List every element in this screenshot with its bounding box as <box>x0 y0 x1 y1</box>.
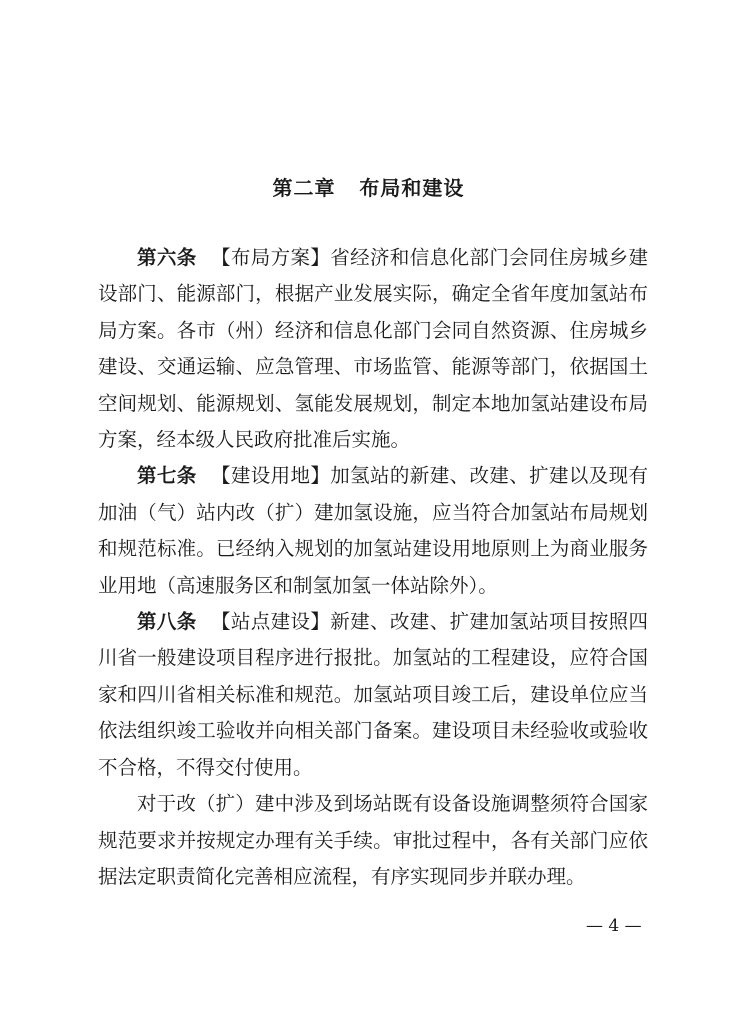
article-text: 新建、改建、扩建加氢站项目按照四川省一般建设项目程序进行报批。加氢站的工程建设，应符合国家和四川省相关标准和规范。加氢站项目竣工后，建设单位应当依法组织竣工验收并向相关部门备案。建设项目未经验收或验收不合格，不得交付使用。 <box>98 610 648 779</box>
chapter-title: 第二章 布局和建设 <box>272 176 465 200</box>
article-six <box>98 240 648 458</box>
article-heading: 【布局方案】 <box>210 246 331 269</box>
article-heading: 【站点建设】 <box>210 610 331 634</box>
article-heading: 【建设用地】 <box>210 464 331 488</box>
article-text: 省经济和信息化部门会同住房城乡建设部门、能源部门，根据产业发展实际，确定全省年度加氢站布局方案。各市（州）经济和信息化部门会同自然资源、住房城乡建设、交通运输、应急管理、市场监管、能源等部门，依据国土空间规划、能源规划、氢能发展规划，制定本地加氢站建设布局方案，经本级人民政府批准后实施。 <box>98 246 648 452</box>
article-eight <box>98 604 648 786</box>
article-number: 第六条 <box>137 246 197 269</box>
body-text <box>98 240 648 895</box>
closing-paragraph: 对于改（扩）建中涉及到场站既有设备设施调整须符合国家规范要求并按规定办理有关手续。审批过程中，各有关部门应依据法定职责简化完善相应流程，有序实现同步并联办理。 <box>98 792 648 888</box>
article-text: 加氢站的新建、改建、扩建以及现有加油（气）站内改（扩）建加氢设施，应当符合加氢站布局规划和规范标准。已经纳入规划的加氢站建设用地原则上为商业服务业用地（高速服务区和制氢加氢一体站除外）。 <box>98 464 648 597</box>
article-seven <box>98 458 648 604</box>
article-number: 第八条 <box>137 610 197 634</box>
article-number: 第七条 <box>137 464 197 488</box>
page-number: — 4 — <box>586 916 642 936</box>
